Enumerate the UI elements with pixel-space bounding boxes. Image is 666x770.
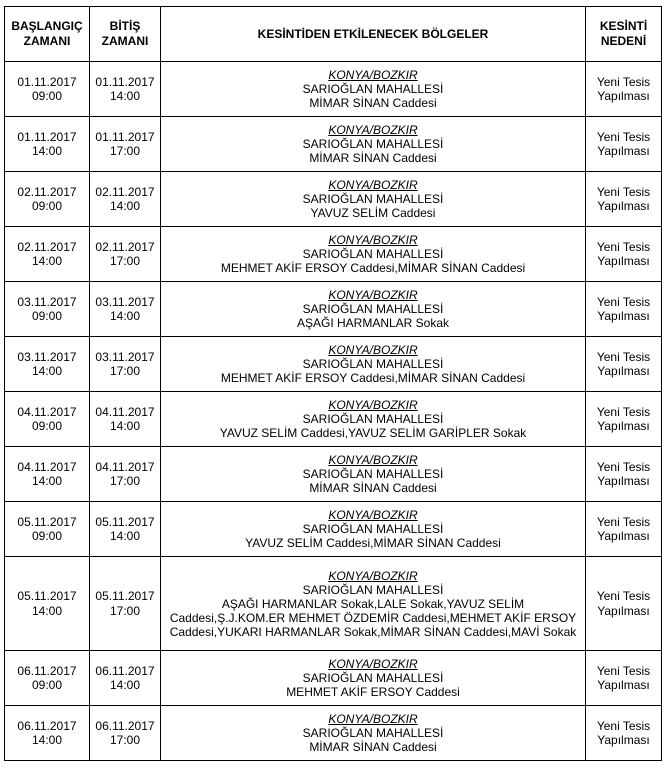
- province-link: KONYA/BOZKIR: [328, 453, 418, 467]
- outage-reason-cell: [586, 706, 662, 761]
- street-list: YAVUZ SELİM Caddesi: [310, 206, 436, 220]
- start-time: 14:00: [31, 144, 63, 158]
- province-link: KONYA/BOZKIR: [328, 568, 418, 583]
- table-body: [5, 62, 662, 761]
- start-date: 01.11.2017: [17, 129, 77, 144]
- start-date: 02.11.2017: [17, 184, 77, 199]
- start-time-cell: [5, 557, 90, 651]
- neighborhood: SARIOĞLAN MAHALLESİ: [302, 247, 444, 261]
- reason-line: Yapılması: [597, 474, 650, 488]
- end-date: 03.11.2017: [95, 349, 155, 364]
- province-link: KONYA/BOZKIR: [328, 178, 418, 192]
- header-row: [5, 7, 662, 62]
- outage-table: [4, 6, 662, 761]
- affected-region-cell: [161, 651, 586, 706]
- street-list: MEHMET AKİF ERSOY Caddesi,MİMAR SİNAN Caddesi: [220, 261, 526, 275]
- start-date: 03.11.2017: [17, 294, 77, 309]
- end-time: 14:00: [109, 529, 141, 543]
- affected-region-cell: [161, 557, 586, 651]
- reason-line: Yeni Tesis: [596, 184, 651, 199]
- outage-reason-cell: [586, 227, 662, 282]
- end-date: 01.11.2017: [95, 74, 155, 89]
- reason-line: Yapılması: [597, 254, 650, 268]
- header-end-time: BİTİŞ ZAMANI: [90, 7, 161, 62]
- outage-reason-cell: [586, 172, 662, 227]
- start-time: 09:00: [31, 89, 63, 103]
- province-link: KONYA/BOZKIR: [328, 657, 418, 671]
- neighborhood: SARIOĞLAN MAHALLESİ: [302, 82, 444, 96]
- reason-line: Yapılması: [597, 89, 650, 103]
- end-date: 01.11.2017: [95, 129, 155, 144]
- street-list: AŞAĞI HARMANLAR Sokak,LALE Sokak,YAVUZ SELİM: [221, 596, 525, 611]
- table-row: [5, 337, 662, 392]
- start-time-cell: [5, 282, 90, 337]
- end-date: 02.11.2017: [95, 184, 155, 199]
- neighborhood: SARIOĞLAN MAHALLESİ: [302, 412, 444, 426]
- province-link: KONYA/BOZKIR: [328, 343, 418, 357]
- street-list: Caddesi,Ş.J.KOM.ER MEHMET ÖZDEMİR Caddesi,MEHMET AKİF ERSOY: [169, 610, 577, 625]
- end-time: 17:00: [109, 144, 141, 158]
- start-time-cell: [5, 172, 90, 227]
- affected-region-cell: [161, 62, 586, 117]
- end-time: 14:00: [109, 309, 141, 323]
- end-time: 14:00: [109, 89, 141, 103]
- reason-line: Yeni Tesis: [596, 459, 651, 474]
- header-start-time: BAŞLANGIÇ ZAMANI: [5, 7, 90, 62]
- end-time: 14:00: [109, 678, 141, 692]
- outage-reason-cell: [586, 447, 662, 502]
- outage-reason-cell: [586, 651, 662, 706]
- outage-reason-cell: [586, 502, 662, 557]
- end-date: 05.11.2017: [95, 514, 155, 529]
- start-time-cell: [5, 651, 90, 706]
- end-time-cell: [90, 557, 161, 651]
- reason-line: Yeni Tesis: [596, 663, 651, 678]
- reason-line: Yeni Tesis: [596, 74, 651, 89]
- province-link: KONYA/BOZKIR: [328, 68, 418, 82]
- end-time-cell: [90, 117, 161, 172]
- start-time-cell: [5, 502, 90, 557]
- start-time: 09:00: [31, 309, 63, 323]
- street-list: MEHMET AKİF ERSOY Caddesi,MİMAR SİNAN Caddesi: [220, 371, 526, 385]
- affected-region-cell: [161, 392, 586, 447]
- table-row: [5, 557, 662, 651]
- reason-line: Yeni Tesis: [596, 294, 651, 309]
- street-list: YAVUZ SELİM Caddesi,YAVUZ SELİM GARİPLER Sokak: [219, 426, 527, 440]
- start-time: 14:00: [31, 603, 63, 618]
- start-time: 09:00: [31, 529, 63, 543]
- end-time-cell: [90, 62, 161, 117]
- start-time: 14:00: [31, 364, 63, 378]
- start-time: 14:00: [31, 733, 63, 747]
- end-time: 17:00: [109, 733, 141, 747]
- end-time-cell: [90, 706, 161, 761]
- affected-region-cell: [161, 502, 586, 557]
- street-list: MİMAR SİNAN Caddesi: [309, 96, 437, 110]
- neighborhood: SARIOĞLAN MAHALLESİ: [302, 137, 444, 151]
- affected-region-cell: [161, 172, 586, 227]
- neighborhood: SARIOĞLAN MAHALLESİ: [302, 192, 444, 206]
- end-date: 02.11.2017: [95, 239, 155, 254]
- start-date: 06.11.2017: [17, 718, 77, 733]
- reason-line: Yeni Tesis: [596, 514, 651, 529]
- start-time-cell: [5, 337, 90, 392]
- table-row: [5, 447, 662, 502]
- end-time-cell: [90, 392, 161, 447]
- start-date: 06.11.2017: [17, 663, 77, 678]
- table-row: [5, 117, 662, 172]
- reason-line: Yeni Tesis: [596, 129, 651, 144]
- end-time: 14:00: [109, 199, 141, 213]
- street-list: YAVUZ SELİM Caddesi,MİMAR SİNAN Caddesi: [245, 536, 501, 550]
- end-time: 14:00: [109, 419, 141, 433]
- header-outage-reason: KESİNTİ NEDENİ: [586, 7, 662, 62]
- affected-region-cell: [161, 706, 586, 761]
- reason-line: Yeni Tesis: [596, 349, 651, 364]
- end-date: 05.11.2017: [95, 589, 155, 603]
- reason-line: Yapılması: [597, 199, 650, 213]
- reason-line: Yapılması: [597, 419, 650, 433]
- reason-line: Yapılması: [597, 603, 650, 618]
- end-time: 17:00: [109, 603, 141, 618]
- start-date: 04.11.2017: [17, 459, 77, 474]
- reason-line: Yeni Tesis: [596, 589, 651, 603]
- street-list: MİMAR SİNAN Caddesi: [309, 740, 437, 754]
- start-time-cell: [5, 227, 90, 282]
- outage-reason-cell: [586, 282, 662, 337]
- street-list: MEHMET AKİF ERSOY Caddesi: [286, 685, 460, 699]
- end-time: 17:00: [109, 474, 141, 488]
- end-time-cell: [90, 447, 161, 502]
- table-row: [5, 651, 662, 706]
- affected-region-cell: [161, 447, 586, 502]
- reason-line: Yapılması: [597, 144, 650, 158]
- province-link: KONYA/BOZKIR: [328, 398, 418, 412]
- end-date: 06.11.2017: [95, 718, 155, 733]
- outage-reason-cell: [586, 392, 662, 447]
- neighborhood: SARIOĞLAN MAHALLESİ: [302, 467, 444, 481]
- affected-region-cell: [161, 117, 586, 172]
- affected-region-cell: [161, 337, 586, 392]
- reason-line: Yapılması: [597, 678, 650, 692]
- outage-reason-cell: [586, 557, 662, 651]
- start-date: 03.11.2017: [17, 349, 77, 364]
- neighborhood: SARIOĞLAN MAHALLESİ: [302, 726, 444, 740]
- end-time-cell: [90, 502, 161, 557]
- end-time-cell: [90, 651, 161, 706]
- start-time: 14:00: [31, 474, 63, 488]
- reason-line: Yapılması: [597, 364, 650, 378]
- province-link: KONYA/BOZKIR: [328, 288, 418, 302]
- table-row: [5, 502, 662, 557]
- start-time-cell: [5, 447, 90, 502]
- start-date: 04.11.2017: [17, 404, 77, 419]
- start-date: 01.11.2017: [17, 74, 77, 89]
- reason-line: Yapılması: [597, 529, 650, 543]
- street-list: Caddesi,YUKARI HARMANLAR Sokak,MİMAR SİNAN Caddesi,MAVİ Sokak: [169, 624, 577, 639]
- header-affected-regions: KESİNTİDEN ETKİLENECEK BÖLGELER: [161, 7, 586, 62]
- table-row: [5, 227, 662, 282]
- end-time: 17:00: [109, 364, 141, 378]
- street-list: AŞAĞI HARMANLAR Sokak: [296, 316, 450, 330]
- province-link: KONYA/BOZKIR: [328, 508, 418, 522]
- outage-reason-cell: [586, 117, 662, 172]
- neighborhood: SARIOĞLAN MAHALLESİ: [302, 357, 444, 371]
- start-time: 09:00: [31, 199, 63, 213]
- province-link: KONYA/BOZKIR: [328, 712, 418, 726]
- table-row: [5, 282, 662, 337]
- start-date: 05.11.2017: [17, 514, 77, 529]
- start-date: 05.11.2017: [17, 589, 77, 603]
- table-row: [5, 392, 662, 447]
- affected-region-cell: [161, 282, 586, 337]
- neighborhood: SARIOĞLAN MAHALLESİ: [302, 522, 444, 536]
- reason-line: Yapılması: [597, 309, 650, 323]
- start-time-cell: [5, 62, 90, 117]
- end-time-cell: [90, 227, 161, 282]
- affected-region-cell: [161, 227, 586, 282]
- start-time-cell: [5, 117, 90, 172]
- start-time-cell: [5, 392, 90, 447]
- end-date: 06.11.2017: [95, 663, 155, 678]
- reason-line: Yeni Tesis: [596, 404, 651, 419]
- neighborhood: SARIOĞLAN MAHALLESİ: [302, 302, 444, 316]
- start-date: 02.11.2017: [17, 239, 77, 254]
- end-time-cell: [90, 337, 161, 392]
- outage-reason-cell: [586, 337, 662, 392]
- reason-line: Yeni Tesis: [596, 718, 651, 733]
- end-time-cell: [90, 282, 161, 337]
- street-list: MİMAR SİNAN Caddesi: [309, 151, 437, 165]
- street-list: MİMAR SİNAN Caddesi: [309, 481, 437, 495]
- table-row: [5, 62, 662, 117]
- end-date: 04.11.2017: [95, 404, 155, 419]
- end-time-cell: [90, 172, 161, 227]
- neighborhood: SARIOĞLAN MAHALLESİ: [302, 582, 444, 597]
- neighborhood: SARIOĞLAN MAHALLESİ: [302, 671, 444, 685]
- table-row: [5, 706, 662, 761]
- start-time-cell: [5, 706, 90, 761]
- start-time: 09:00: [31, 419, 63, 433]
- end-date: 03.11.2017: [95, 294, 155, 309]
- province-link: KONYA/BOZKIR: [328, 233, 418, 247]
- reason-line: Yapılması: [597, 733, 650, 747]
- reason-line: Yeni Tesis: [596, 239, 651, 254]
- start-time: 14:00: [31, 254, 63, 268]
- start-time: 09:00: [31, 678, 63, 692]
- end-date: 04.11.2017: [95, 459, 155, 474]
- province-link: KONYA/BOZKIR: [328, 123, 418, 137]
- outage-reason-cell: [586, 62, 662, 117]
- end-time: 17:00: [109, 254, 141, 268]
- table-row: [5, 172, 662, 227]
